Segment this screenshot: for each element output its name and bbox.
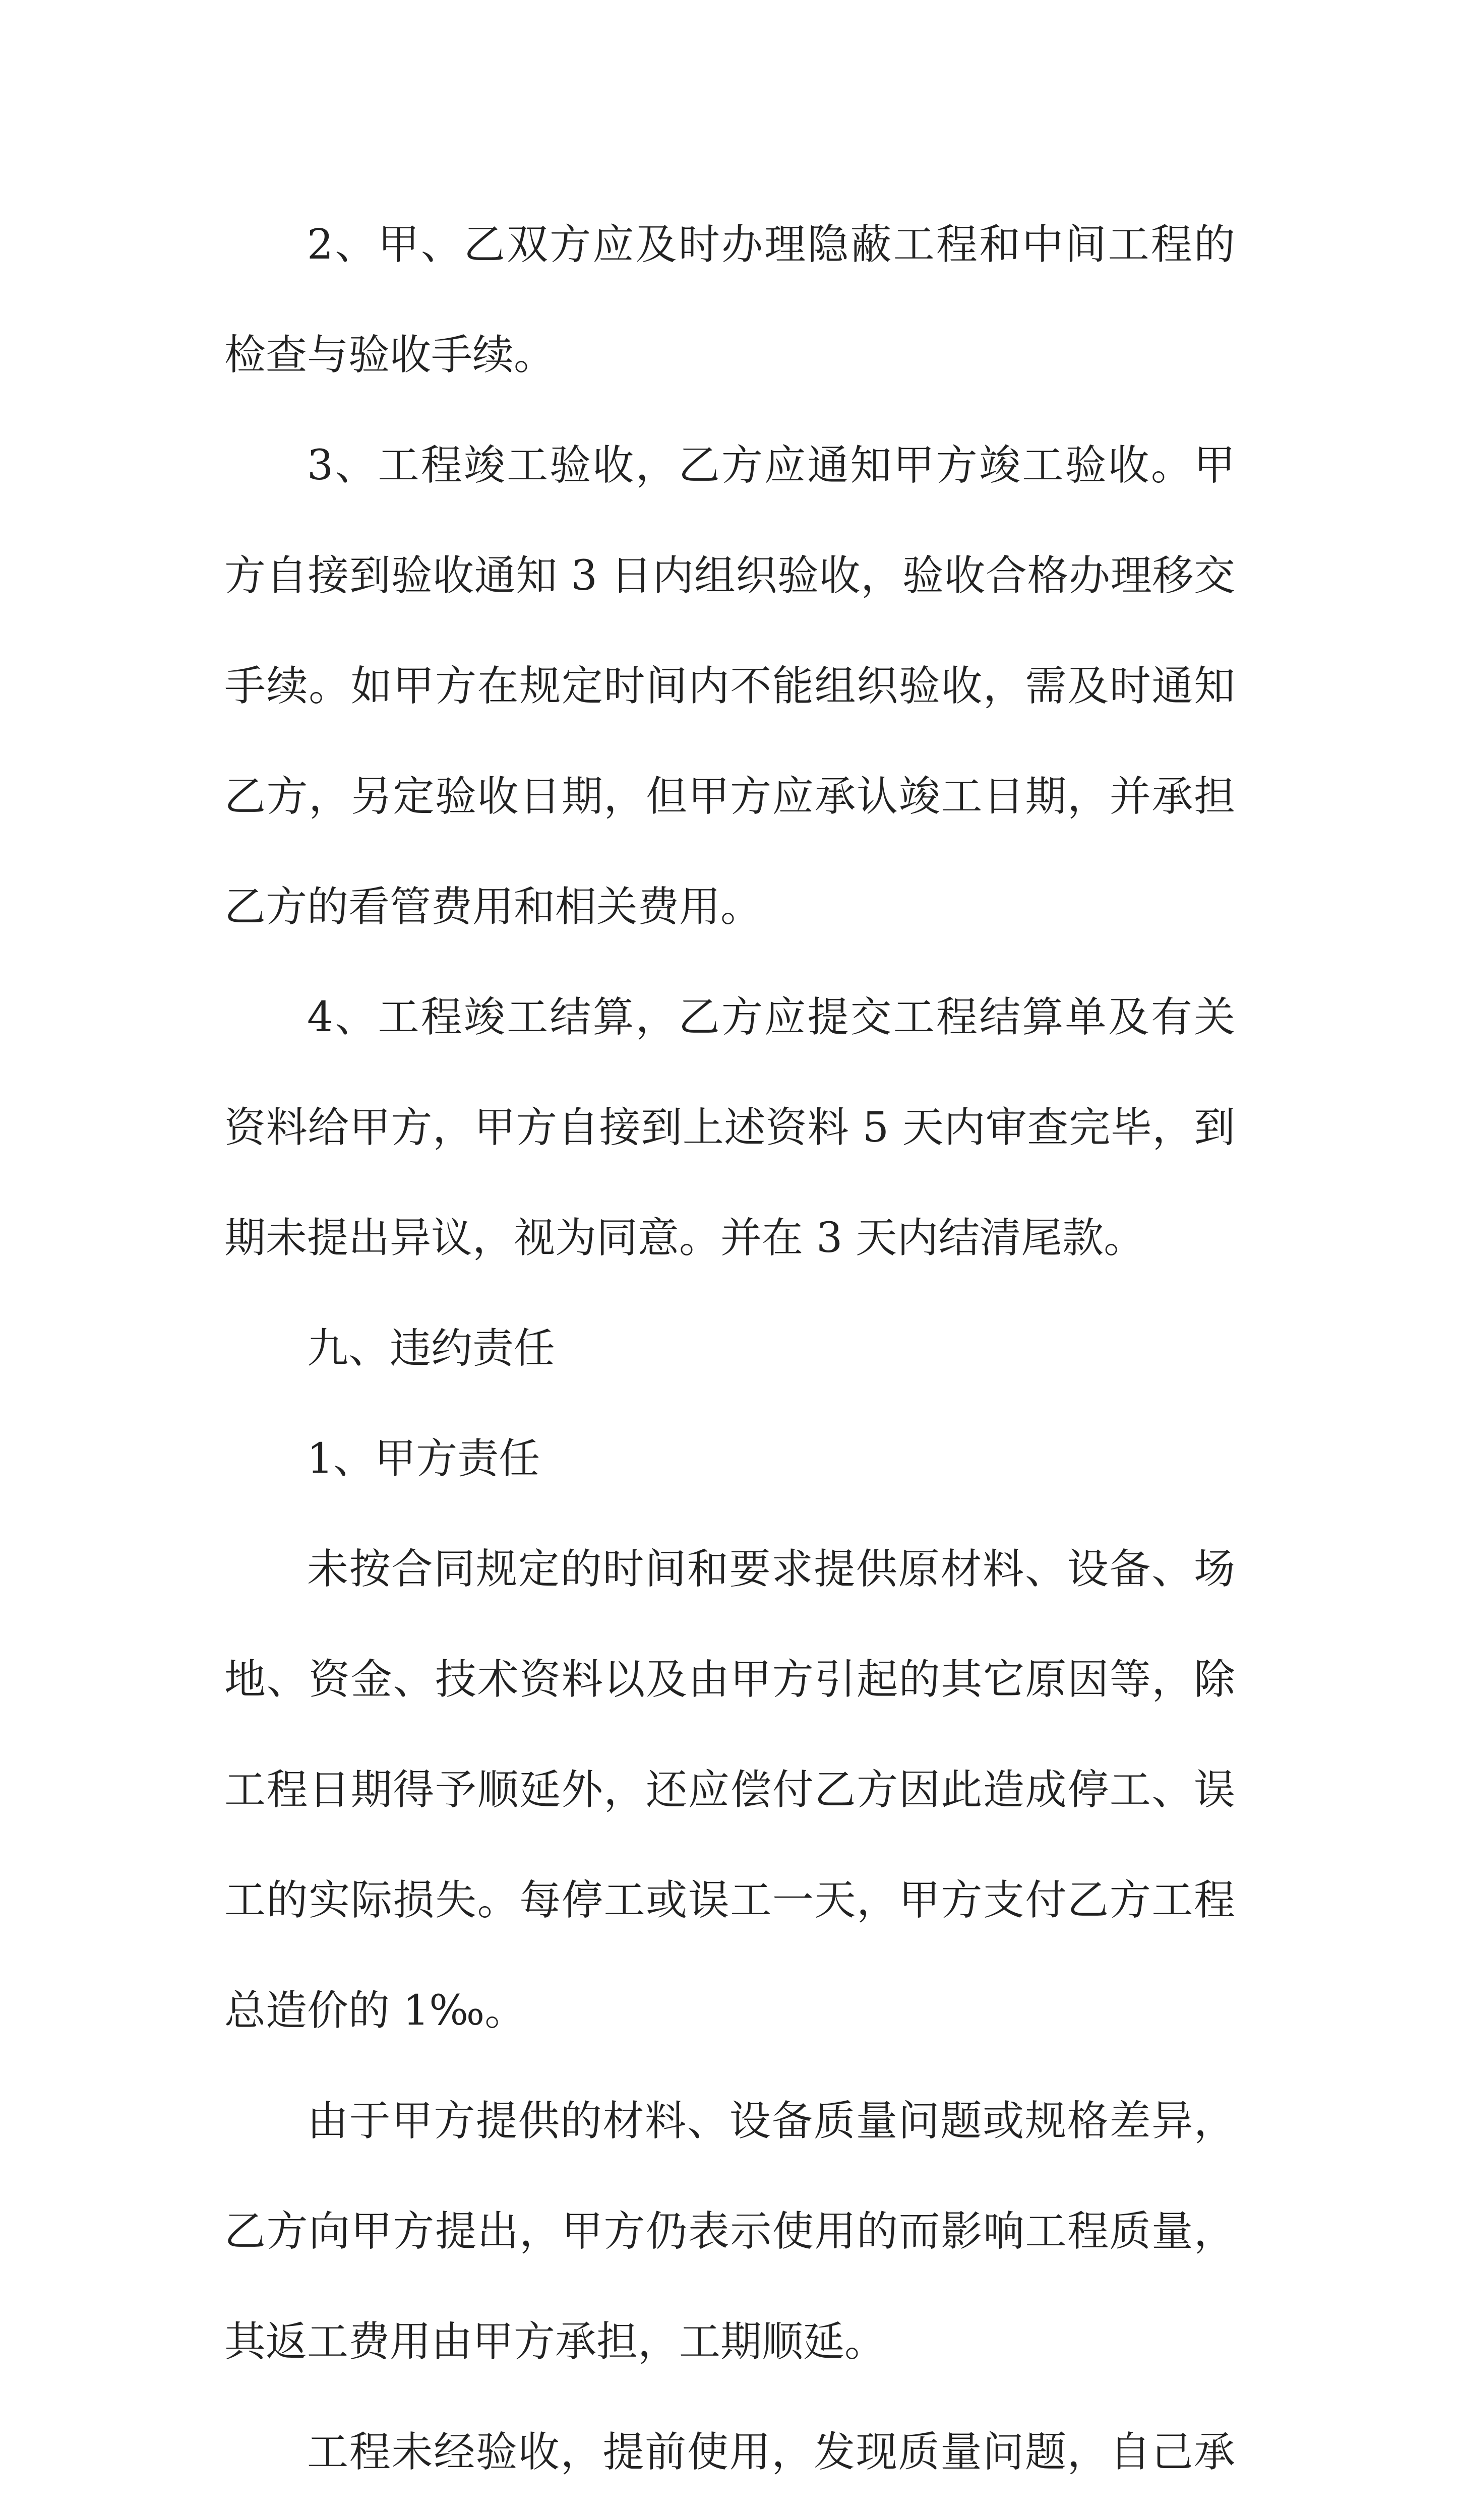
paragraph-completion-acceptance: 3、工程竣工验收，乙方应通知甲方竣工验收。甲方自接到验收通知 3 日内组织验收，验收合格办理移交手续。如甲方在规定时间内不能组织验收，需及时通知乙方，另定验收日期，但甲方应承认竣工日期，并承担乙方的看管费用和相关费用。	[224, 442, 1235, 931]
paragraph-early-use: 工程未经验收，提前使用，发现质量问题，自己承	[307, 2428, 1235, 2476]
document-page	[224, 190, 1235, 2520]
paragraph-materials-delay: 未按合同规定的时间和要求提供原材料、设备、场地、资金、技术资料以及由甲方引起的其它原因等，除工程日期得予顺延外，还应偿付乙方因此造成停工、误工的实际损失。每停工或误工一天，甲方支付乙方工程总造价的 1‰。	[224, 1545, 1235, 2035]
paragraph-completion-settlement: 4、工程竣工结算，乙方应提交工程结算单及有关资料给甲方，甲方自接到上述资料 5 天内审查完毕，到期未提出异议，视为同意。并在 3 天内结清尾款。	[224, 993, 1235, 1262]
subsection-title-party-a-liability: 1、甲方责任	[307, 1435, 540, 1483]
paragraph-material-quality: 由于甲方提供的材料、设备质量问题或规格差异，乙方向甲方提出，甲方仍表示使用的而影响工程质量，其返工费用由甲方承担，工期顺延。	[224, 2097, 1235, 2366]
paragraph-inspection-acceptance: 2、甲、乙双方应及时办理隐蔽工程和中间工程的检查与验收手续。	[224, 221, 1235, 379]
section-title-breach-liability: 九、违约责任	[307, 1325, 556, 1372]
